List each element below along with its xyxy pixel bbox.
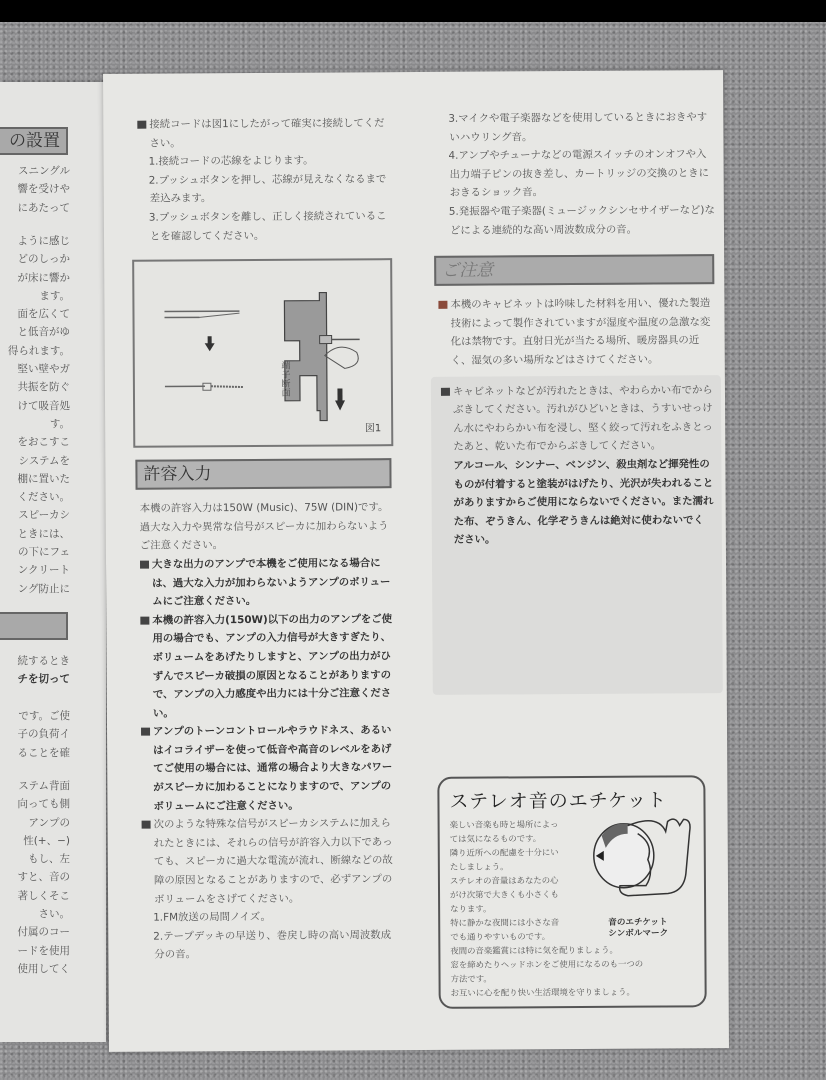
- bullet-square-icon: [140, 616, 149, 624]
- bullet-square-icon: [137, 121, 146, 129]
- cleaning-text: キャビネットなどが汚れたときは、やわらかい布でからぶきしてください。汚れがひどいときは、うすいせっけん水にやわらかい布を浸し、堅く絞って汚れをふきとったあと、乾いた布でからぶきしてください。: [452, 383, 713, 454]
- text-line: ように感じ: [17, 235, 70, 247]
- text-line: もし、左: [28, 853, 70, 866]
- text-line: 使用してく: [17, 962, 70, 975]
- connection-instruction: [137, 114, 393, 153]
- bullet-square-icon: [140, 561, 149, 569]
- text-line: 窓を締めたりヘッドホンをご使用になるのも一つの: [450, 958, 644, 970]
- text-line: 堅い壁やガ: [17, 363, 70, 376]
- text-line: す。: [49, 417, 70, 430]
- text-line: 楽しい音楽も時と場所によっ: [449, 819, 559, 830]
- bullet-text: アンプのトーンコントロールやラウドネス、あるいはイコライザーを使って低音や高音のレベルをあげてご使用の場合には、通常の場合より大きなパワーがスピーカに加わることになりますので、アンプのボリュームにご注意ください。: [153, 724, 393, 813]
- text-line: ます。: [39, 289, 70, 302]
- text-line: システムを: [18, 454, 70, 467]
- terminal-cross-section-label: 端子断面: [279, 360, 290, 397]
- text-line: 特に静かな夜間には小さな音: [450, 917, 560, 928]
- text-line: がけ次第で大きくも小さくも: [450, 889, 559, 900]
- text-line: 著しくそこ: [17, 889, 70, 902]
- bullet-text: 次のような特殊な信号がスピーカシステムに加えられたときには、それらの信号が許容入力以下であっても、スピーカに過大な電流が流れ、断線などの故障の原因となることがありますので、必ずアンプのボリュームをさげてください。: [153, 817, 393, 906]
- caption-line: シンボルマーク: [608, 928, 669, 939]
- caption-line: 音のエチケット: [608, 917, 668, 928]
- cabinet-notice: [438, 294, 716, 370]
- connection-step-3: 3.プッシュボタンを離し、正しく接続されていることを確認してください。: [148, 210, 387, 243]
- stereo-etiquette-box: [437, 775, 706, 1009]
- bullet-square-icon: [438, 301, 447, 309]
- cleaning-instructions-box: [431, 375, 723, 695]
- cabinet-notice-text: 本機のキャビネットは吟味した材料を用い、優れた製造技術によって製作されていますが湿度や温度の急激な変化は禁物です。直射日光が当たる場所、暖房器具の近く、湿気の多い場所などはさけてください。: [450, 297, 711, 367]
- left-section-heading-2: [0, 612, 68, 640]
- solvent-warning: アルコール、シンナー、ベンジン、殺虫剤など揮発性のものが付着すると塗装がはげたり、光沢が失われることがありますからご使用にならないでください。また濡れた布、ぞうきん、化学ぞうきんは絶対に使わないでください。: [453, 458, 714, 547]
- text-line: 面を広くて: [17, 308, 70, 321]
- etiquette-title: ステレオ音のエチケット: [449, 789, 668, 813]
- top-black-bar: [0, 0, 826, 22]
- text-line: ステレオの音量はあなたの心: [449, 875, 559, 886]
- text-line: アンプの: [28, 816, 70, 829]
- notice-heading: ご注意: [434, 254, 714, 286]
- text-line: でも通りやすいものです。: [450, 931, 551, 942]
- text-line: たしましょう。: [449, 861, 509, 872]
- figure-1-connection-diagram: [132, 258, 393, 448]
- text-line: 続するとき: [17, 655, 70, 667]
- input-bullet-2: [140, 610, 397, 723]
- text-line: 響を受けや: [17, 183, 70, 196]
- bullet-text: 大きな出力のアンプで本機をご使用になる場合には、過大な入力が加わらないようアンプのボリュームにご注意ください。: [151, 557, 391, 608]
- volume-knob-hand-icon: [588, 813, 699, 914]
- text-line: ステム背面: [18, 780, 70, 792]
- text-line: ードを使用: [17, 944, 70, 957]
- text-line: ング防止に: [17, 582, 70, 595]
- text-line: けて吸音処: [17, 399, 70, 412]
- column-right: [437, 108, 719, 694]
- text-line: 性(+、−): [23, 834, 70, 847]
- bullet-square-icon: [441, 387, 450, 395]
- text-line: 方法です。: [450, 973, 492, 984]
- allowable-input-heading: 許容入力: [135, 458, 391, 490]
- text-line: 隣り近所への配慮を十分にい: [449, 847, 559, 858]
- text-line: スニングル: [18, 165, 70, 177]
- connection-bullet-text: 接続コードは図1にしたがって確実に接続してください。: [149, 117, 385, 150]
- text-line: 共振を防ぐ: [17, 381, 70, 394]
- text-line: ください。: [17, 491, 70, 504]
- text-line: と低音がゆ: [17, 326, 70, 339]
- allowable-input-intro: 本機の許容入力は150W (Music)、75W (DIN)です。過大な入力や異常な信号がスピーカに加わらないようご注意ください。: [139, 501, 389, 553]
- text-line: ては気になるものです。: [449, 833, 542, 844]
- left-text-a: [0, 162, 70, 217]
- input-bullet-1: [140, 554, 396, 611]
- text-line: の下にフェ: [18, 546, 70, 559]
- text-line: チを切って: [17, 673, 70, 686]
- text-line: 向っても側: [17, 798, 70, 811]
- text-line: スピーカシ: [18, 509, 70, 522]
- text-line: さい。: [38, 908, 70, 921]
- etiquette-text-short: [450, 817, 591, 944]
- special-signal-2: 2.テープデッキの早送り、巻戻し時の高い周波数成分の音。: [153, 928, 392, 962]
- input-bullet-4: [142, 814, 399, 909]
- special-signal-5: 5.発振器や電子楽器(ミュージックシンセサイザーなど)などによる連続的な高い周波数成分の音。: [448, 204, 715, 237]
- left-text-c: [0, 652, 70, 689]
- column-left: [137, 114, 398, 965]
- bullet-text: 本機の許容入力(150W)以下の出力のアンプをご使用の場合でも、アンプの入力信号が大きすぎたり、ボリュームをあげたりしますと、アンプの出力がひずんでスピーカ破損の原因となることがありますので、アンプの入力感度や出力には十分ご注意ください。: [152, 612, 393, 720]
- text-line: 得られます。: [7, 344, 70, 357]
- figure-label: 図1: [364, 422, 382, 434]
- text-line: なります。: [450, 903, 492, 914]
- text-line: 夜間の音楽鑑賞には特に気を配りましょう。: [450, 944, 618, 956]
- text-line: が床に響か: [17, 271, 70, 284]
- connection-step-1: 1.接続コードの芯線をよじります。: [148, 154, 314, 168]
- special-signal-4: 4.アンプやチューナなどの電源スイッチのオンオフや入出力端子ピンの抜き差し、カートリッジの交換のときにおきるショック音。: [448, 148, 710, 200]
- input-bullet-3: [141, 721, 398, 816]
- bullet-square-icon: [141, 728, 150, 736]
- text-line: どのしっか: [17, 253, 70, 266]
- cleaning-notice: [441, 381, 713, 457]
- text-line: にあたって: [17, 201, 70, 214]
- text-line: すと、音の: [17, 871, 70, 884]
- text-line: 付属のコー: [17, 926, 70, 939]
- text-line: お互いに心を配り快い生活環境を守りましょう。: [450, 986, 635, 998]
- main-page: [103, 70, 729, 1052]
- connection-step-2: 2.プッシュボタンを押し、芯線が見えなくなるまで差込みます。: [148, 172, 387, 205]
- bullet-square-icon: [142, 821, 151, 829]
- wire-terminal-illustration: [134, 260, 391, 446]
- left-text-b: [0, 232, 70, 598]
- left-text-d: [0, 707, 70, 762]
- text-line: ときには、: [17, 527, 70, 540]
- text-line: ンクリート: [17, 564, 70, 577]
- left-text-e: [0, 777, 70, 978]
- text-line: です。ご使: [18, 710, 70, 722]
- left-section-heading: の設置: [0, 127, 68, 155]
- text-line: 子の負荷イ: [17, 728, 70, 741]
- text-line: 棚に置いた: [17, 472, 70, 485]
- special-signal-1: 1.FM放送の局間ノイズ。: [153, 911, 271, 924]
- etiquette-text-full: [450, 942, 694, 999]
- text-line: ることを確: [17, 746, 70, 759]
- special-signal-3: 3.マイクや電子楽器などを使用しているときにおきやすいハウリング音。: [448, 111, 708, 144]
- left-page: [0, 82, 106, 1042]
- text-line: をおこすこ: [17, 436, 70, 449]
- symbol-mark-caption: [608, 917, 668, 939]
